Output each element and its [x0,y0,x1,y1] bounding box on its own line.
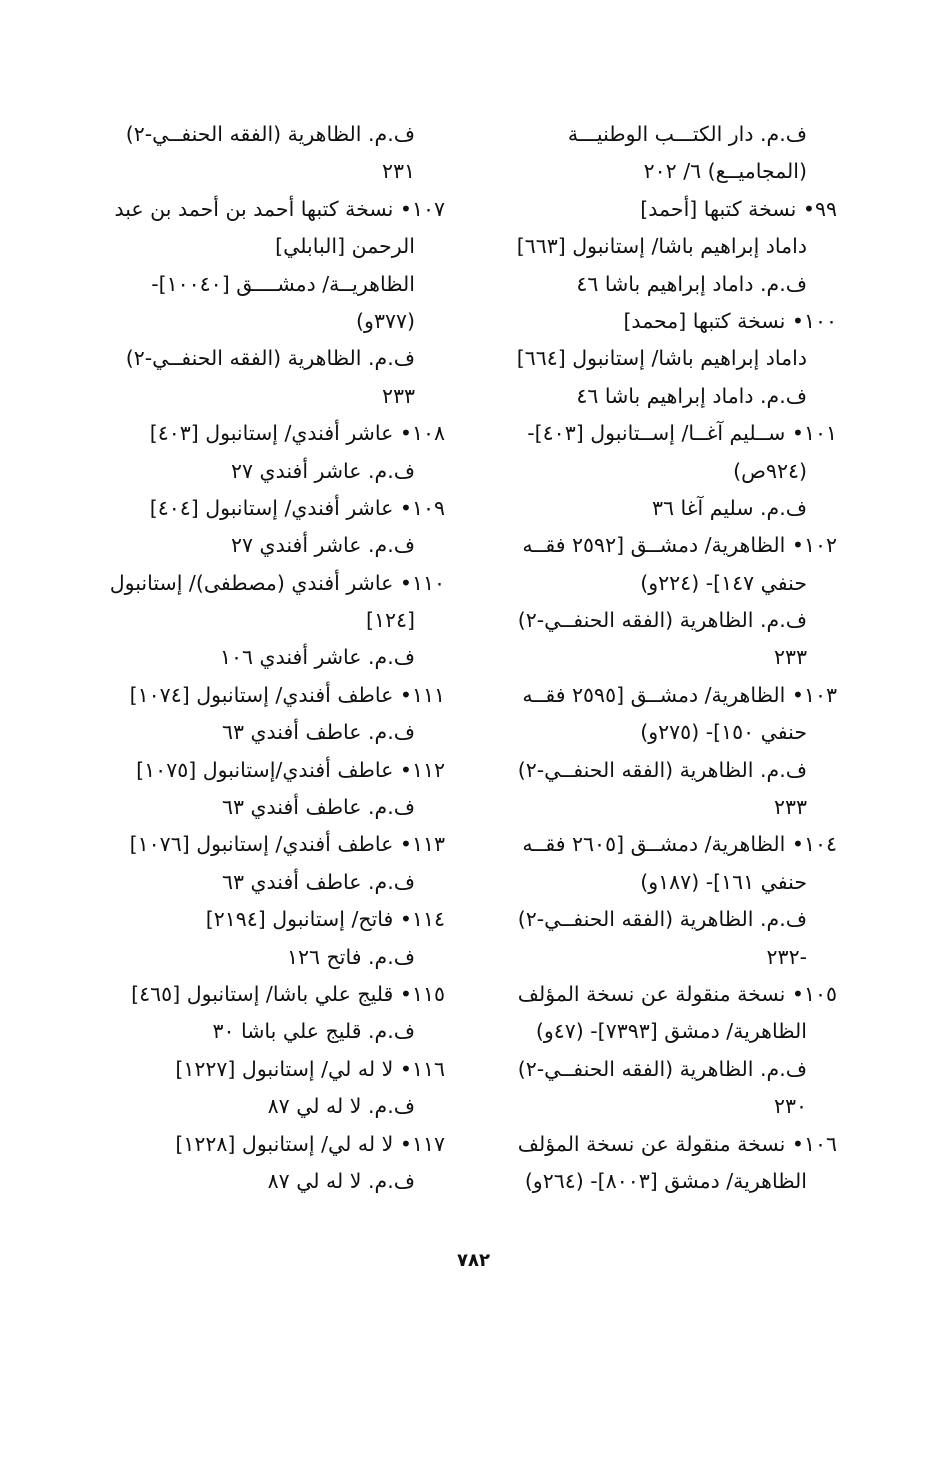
entry-heading-line: ١٠١• ســليم آغــا/ إســتانبول [٤٠٣]- [527,421,837,446]
entry-detail-line: -٢٣٢ [766,944,807,969]
entry-detail-line: ف.م. عاشر أفندي ٢٧ [230,533,415,558]
entry-detail-line: ٢٣٣ [773,795,807,820]
entry-heading-line: ١١١• عاطف أفندي/ إستانبول [١٠٧٤] [129,682,445,707]
entry-detail-line: ف.م. الظاهرية (الفقه الحنفــي-٢) [517,608,807,633]
entry-detail-line: داماد إبراهيم باشا/ إستانبول [٦٦٣] [516,234,807,259]
entry-detail-line: ف.م. الظاهرية (الفقه الحنفــي-٢) [517,907,807,932]
entry-detail-line: ف.م. الظاهرية (الفقه الحنفــي-٢) [517,757,807,782]
page-number: ٧٨٢ [457,1250,490,1271]
entry-detail-line: الظاهرية/ دمشق [٧٣٩٣]- (٤٧و) [535,1019,807,1044]
entry-detail-line: ف.م. لا له لي ٨٧ [267,1168,415,1193]
entry-detail-line: ف.م. عاشر أفندي ١٠٦ [219,645,415,670]
entry-detail-line: ٢٣٠ [773,1094,807,1119]
entry-detail-line: [١٢٤] [365,608,415,633]
entry-detail-line: الرحمن [البابلي] [275,234,415,259]
entry-heading-line: ١٠٩• عاشر أفندي/ إستانبول [٤٠٤] [149,495,445,520]
entry-heading-line: ١٠٣• الظاهرية/ دمشــق [٢٥٩٥ فقــه [522,682,837,707]
entry-detail-line: (المجاميــع) ٦/ ٢٠٢ [643,159,807,184]
entry-detail-line: حنفي ١٥٠]- (٢٧٥و) [640,720,807,745]
entry-detail-line: ٢٣٣ [773,645,807,670]
entry-detail-line: الظاهريــة/ دمشــــق [١٠٠٤٠]- [151,271,415,296]
entry-detail-line: ف.م. دار الكتـــب الوطنيـــة [567,122,807,146]
entry-detail-line: ف.م. عاطف أفندي ٦٣ [221,720,415,745]
entry-heading-line: ١٠٢• الظاهرية/ دمشــق [٢٥٩٢ فقــه [522,533,837,558]
entry-detail-line: ف.م. داماد إبراهيم باشا ٤٦ [576,271,807,296]
left-column [105,116,445,1200]
entry-heading-line: ١١٠• عاشر أفندي (مصطفى)/ إستانبول [109,570,445,595]
entry-detail-line: ف.م. لا له لي ٨٧ [267,1094,415,1119]
entry-heading-line: ١٠٥• نسخة منقولة عن نسخة المؤلف [517,981,837,1006]
entry-heading-line: ١١٦• لا له لي/ إستانبول [١٢٢٧] [175,1056,445,1081]
entry-heading-line: ١٠٦• نسخة منقولة عن نسخة المؤلف [517,1131,837,1156]
entry-detail-line: ف.م. الظاهرية (الفقه الحنفــي-٢) [125,122,415,146]
entry-detail-line: الظاهرية/ دمشق [٨٠٠٣]- (٢٦٤و) [524,1168,807,1193]
entry-heading-line: ٩٩• نسخة كتبها [أحمد] [640,196,837,221]
right-column [497,116,837,1200]
entry-heading-line: ١٠٠• نسخة كتبها [محمد] [623,308,837,333]
entry-detail-line: داماد إبراهيم باشا/ إستانبول [٦٦٤] [516,346,807,371]
entry-heading-line: ١٠٧• نسخة كتبها أحمد بن أحمد بن عبد [114,196,445,221]
entry-detail-line: حنفي ١٤٧]- (٢٢٤و) [640,570,807,595]
entry-detail-line: ف.م. الظاهرية (الفقه الحنفــي-٢) [517,1056,807,1081]
entry-detail-line: ف.م. سليم آغا ٣٦ [651,495,807,520]
entry-heading-line: ١٠٤• الظاهرية/ دمشــق [٢٦٠٥ فقــه [522,832,837,857]
entry-detail-line: ف.م. عاطف أفندي ٦٣ [221,795,415,820]
entry-detail-line: حنفي ١٦١]- (١٨٧و) [640,869,807,894]
entry-heading-line: ١١٢• عاطف أفندي/إستانبول [١٠٧٥] [136,757,445,782]
entry-detail-line: (٣٧٧و) [356,308,415,333]
entry-detail-line: ف.م. فاتح ١٢٦ [286,944,415,969]
entry-heading-line: ١١٧• لا له لي/ إستانبول [١٢٢٨] [175,1131,445,1156]
entry-detail-line: ف.م. داماد إبراهيم باشا ٤٦ [576,383,807,408]
entry-detail-line: ٢٣٣ [381,383,415,408]
entry-heading-line: ١١٤• فاتح/ إستانبول [٢١٩٤] [205,907,445,932]
entry-detail-line: ف.م. عاطف أفندي ٦٣ [221,869,415,894]
entry-heading-line: ١١٥• قليج علي باشا/ إستانبول [٤٦٥] [131,981,445,1006]
entry-detail-line: (٩٢٤ص) [733,458,807,483]
entry-detail-line: ف.م. قليج علي باشا ٣٠ [212,1019,415,1044]
entry-detail-line: ف.م. الظاهرية (الفقه الحنفــي-٢) [125,346,415,371]
entry-detail-line: ف.م. عاشر أفندي ٢٧ [230,458,415,483]
entry-heading-line: ١١٣• عاطف أفندي/ إستانبول [١٠٧٦] [129,832,445,857]
entry-heading-line: ١٠٨• عاشر أفندي/ إستانبول [٤٠٣] [149,421,445,446]
entry-detail-line: ٢٣١ [381,159,415,184]
